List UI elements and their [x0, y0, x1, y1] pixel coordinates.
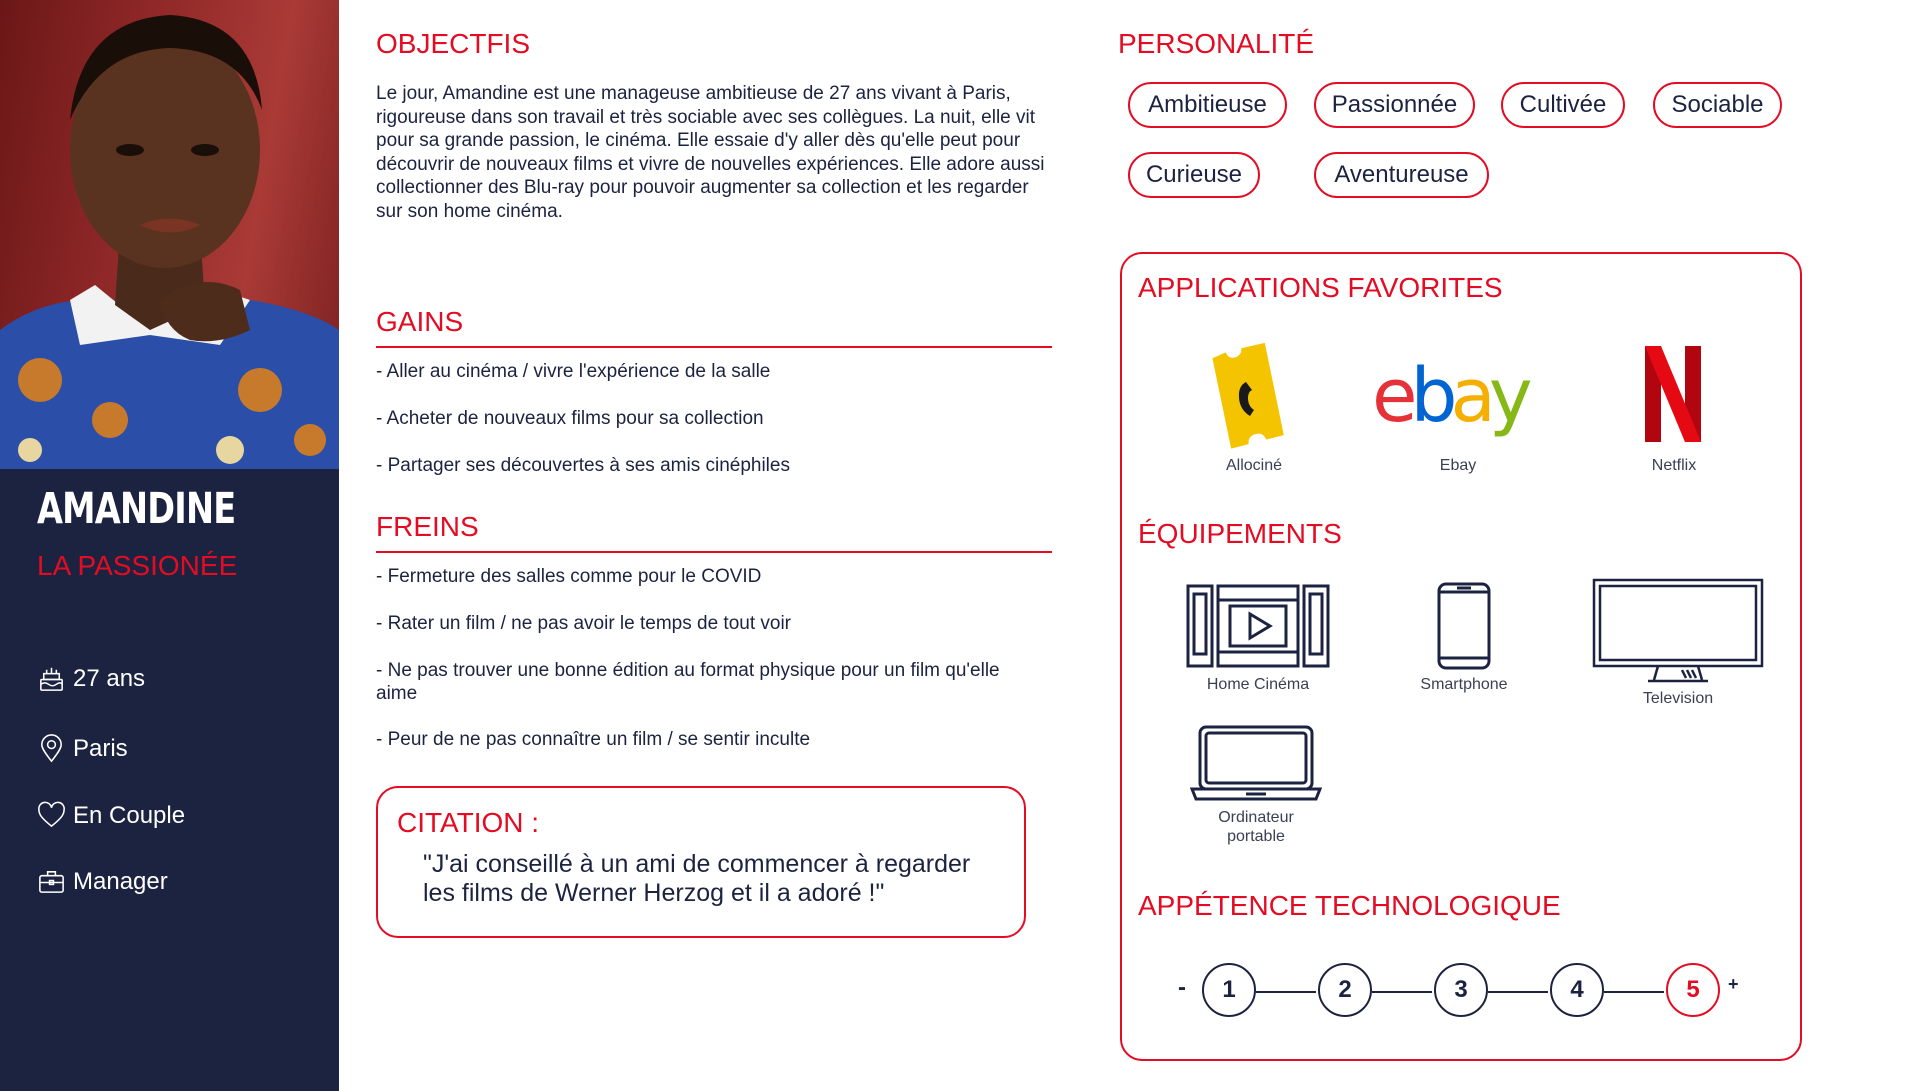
freins-divider	[376, 551, 1052, 553]
ebay-letter: b	[1410, 353, 1451, 439]
persona-sidebar	[0, 0, 339, 1091]
citation-text: "J'ai conseillé à un ami de commencer à regarder les films de Werner Herzog et il a adoré !"	[423, 850, 971, 907]
tech-heading: APPÉTENCE TECHNOLOGIQUE	[1138, 890, 1561, 921]
frein-item: - Ne pas trouver une bonne édition au format physique pour un film qu'elle aime	[376, 660, 1000, 704]
scale-connector	[1604, 991, 1664, 993]
ebay-letter: a	[1450, 353, 1489, 439]
gain-item: - Partager ses découvertes à ses amis cinéphiles	[376, 455, 790, 476]
scale-minus-label: -	[1178, 974, 1186, 1001]
gains-divider	[376, 346, 1052, 348]
trait-pill: Aventureuse	[1314, 152, 1489, 198]
location-pin-icon	[36, 733, 67, 764]
trait-pill: Curieuse	[1128, 152, 1260, 198]
briefcase-icon	[36, 866, 67, 897]
relationship-text: En Couple	[73, 801, 186, 829]
scale-plus-label: +	[1728, 974, 1739, 994]
allocine-logo-icon	[1208, 342, 1284, 450]
equipment-label: Home Cinéma	[1206, 676, 1310, 693]
birthday-cake-icon	[36, 663, 67, 694]
scale-connector	[1256, 991, 1316, 993]
frein-item: - Peur de ne pas connaître un film / se sentir inculte	[376, 729, 811, 750]
ebay-letter: y	[1488, 353, 1526, 439]
persona-name: AMANDINE	[37, 484, 236, 534]
equipment-label: Smartphone	[1420, 676, 1508, 693]
tech-level-2: 2	[1318, 963, 1372, 1017]
gain-item: - Acheter de nouveaux films pour sa collection	[376, 408, 764, 429]
objectives-text: Le jour, Amandine est une manageuse ambitieuse de 27 ans vivant à Paris, rigoureuse dans son travail et très sociable avec ses collègues. La nuit, elle vit pour sa grande passion, le cinéma. Elle essaie d'y aller dès qu'elle peut pour découvrir de nouveaux films et vivre de nouvelles expériences. Elle adore aussi collectionner des Blu-ray pour pouvoir augmenter sa collection et les regarder sur son home cinéma.	[376, 83, 1045, 222]
ebay-letter: e	[1372, 353, 1411, 439]
gain-item: - Aller au cinéma / vivre l'expérience de la salle	[376, 361, 771, 382]
tech-level-5: 5	[1666, 963, 1720, 1017]
city-text: Paris	[73, 734, 128, 762]
frein-item: - Fermeture des salles comme pour le COVID	[376, 566, 762, 587]
equipment-label: Ordinateur portable	[1218, 809, 1294, 845]
trait-pill: Sociable	[1653, 82, 1782, 128]
persona-photo	[0, 0, 339, 469]
netflix-logo-icon	[1645, 346, 1701, 442]
tech-level-3: 3	[1434, 963, 1488, 1017]
trait-pill: Cultivée	[1501, 82, 1625, 128]
citation-box	[376, 786, 1026, 938]
apps-heading: APPLICATIONS FAVORITES	[1138, 272, 1503, 303]
home-cinema-icon	[1186, 582, 1330, 670]
job-text: Manager	[73, 867, 168, 895]
scale-connector	[1372, 991, 1432, 993]
personality-heading: PERSONALITÉ	[1118, 28, 1315, 59]
app-label-allocine: Allociné	[1225, 457, 1283, 474]
freins-heading: FREINS	[376, 511, 479, 542]
ebay-logo-icon	[1372, 353, 1526, 439]
citation-heading: CITATION :	[397, 807, 540, 838]
scale-connector	[1488, 991, 1548, 993]
info-city	[36, 733, 128, 764]
equipment-label: Television	[1642, 690, 1714, 707]
app-label-ebay: Ebay	[1439, 457, 1477, 474]
info-relationship	[36, 800, 185, 831]
age-text: 27 ans	[73, 664, 146, 692]
trait-pill: Passionnée	[1314, 82, 1475, 128]
gains-heading: GAINS	[376, 306, 464, 337]
info-job	[36, 866, 168, 897]
portrait-illustration	[0, 0, 339, 469]
equipment-heading: ÉQUIPEMENTS	[1138, 518, 1342, 549]
persona-tagline: LA PASSIONÉE	[37, 550, 238, 581]
frein-item: - Rater un film / ne pas avoir le temps de tout voir	[376, 613, 792, 634]
info-age	[36, 663, 145, 694]
television-icon	[1592, 578, 1764, 684]
objectives-heading: OBJECTFIS	[376, 28, 531, 59]
heart-icon	[36, 800, 67, 831]
tech-level-4: 4	[1550, 963, 1604, 1017]
laptop-icon	[1190, 725, 1322, 801]
trait-pill: Ambitieuse	[1128, 82, 1287, 128]
tech-level-1: 1	[1202, 963, 1256, 1017]
app-label-netflix: Netflix	[1651, 457, 1697, 474]
smartphone-icon	[1437, 582, 1491, 670]
